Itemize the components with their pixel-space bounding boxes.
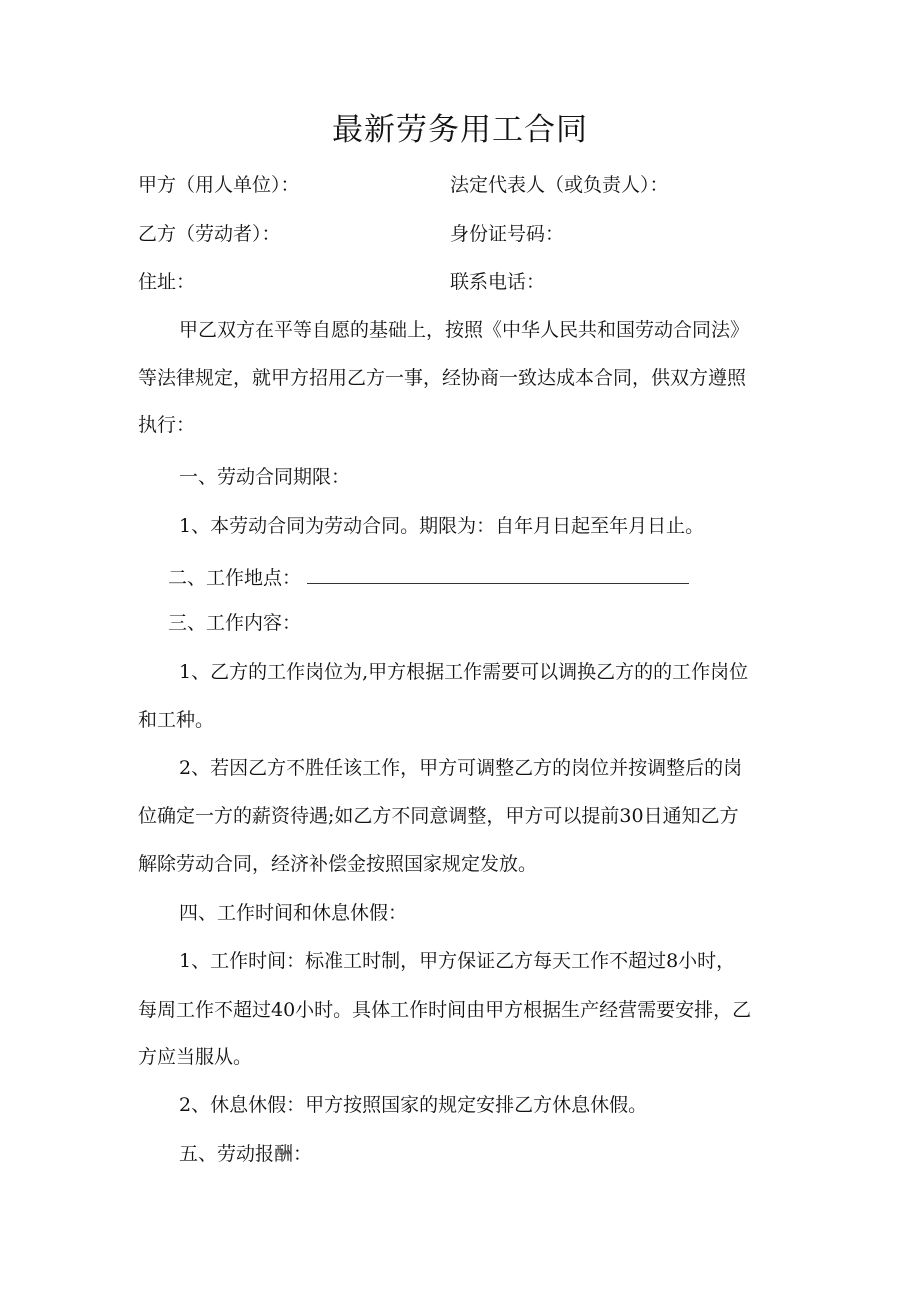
section-3-item-1-line-2: 和工种。 [138, 709, 215, 731]
section-3-item-2-line-2: 位确定一方的薪资待遇;如乙方不同意调整，甲方可以提前30日通知乙方 [138, 805, 739, 827]
document-title: 最新劳务用工合同 [332, 112, 588, 148]
section-1-item-1: 1、本劳动合同为劳动合同。期限为：自年月日起至年月日止。 [179, 515, 705, 537]
intro-line-2: 等法律规定，就甲方招用乙方一事，经协商一致达成本合同，供双方遵照 [138, 367, 747, 389]
section-4-item-1-line-2: 每周工作不超过40小时。具体工作时间由甲方根据生产经营需要安排，乙 [138, 999, 752, 1021]
intro-line-3: 执行： [138, 414, 196, 436]
legal-rep-label: 法定代表人（或负责人）： [450, 174, 669, 196]
address-label: 住址： [138, 271, 196, 293]
section-4-heading: 四、工作时间和休息休假： [179, 902, 408, 924]
section-3-item-1-line-1: 1、乙方的工作岗位为,甲方根据工作需要可以调换乙方的的工作岗位 [179, 661, 749, 683]
section-1-heading: 一、劳动合同期限： [179, 466, 351, 488]
section-4-item-2: 2、休息休假：甲方按照国家的规定安排乙方休息休假。 [179, 1094, 648, 1116]
work-location-blank[interactable] [307, 561, 689, 584]
id-number-label: 身份证号码： [450, 223, 565, 245]
section-2-heading [168, 561, 689, 592]
party-a-label: 甲方（用人单位）： [138, 174, 300, 196]
section-3-heading: 三、工作内容： [168, 612, 302, 634]
phone-label: 联系电话： [450, 271, 546, 293]
section-5-heading: 五、劳动报酬： [179, 1143, 313, 1165]
section-2-heading-text: 二、工作地点： [168, 567, 302, 589]
section-3-item-2-line-1: 2、若因乙方不胜任该工作，甲方可调整乙方的岗位并按调整后的岗 [179, 757, 743, 779]
section-4-item-1-line-3: 方应当服从。 [138, 1046, 253, 1068]
section-4-item-1-line-1: 1、工作时间：标准工时制，甲方保证乙方每天工作不超过8小时， [179, 950, 736, 972]
section-3-item-2-line-3: 解除劳动合同，经济补偿金按照国家规定发放。 [138, 853, 538, 875]
party-b-label: 乙方（劳动者）： [138, 223, 281, 245]
intro-line-1: 甲乙双方在平等自愿的基础上，按照《中华人民共和国劳动合同法》 [179, 319, 750, 341]
